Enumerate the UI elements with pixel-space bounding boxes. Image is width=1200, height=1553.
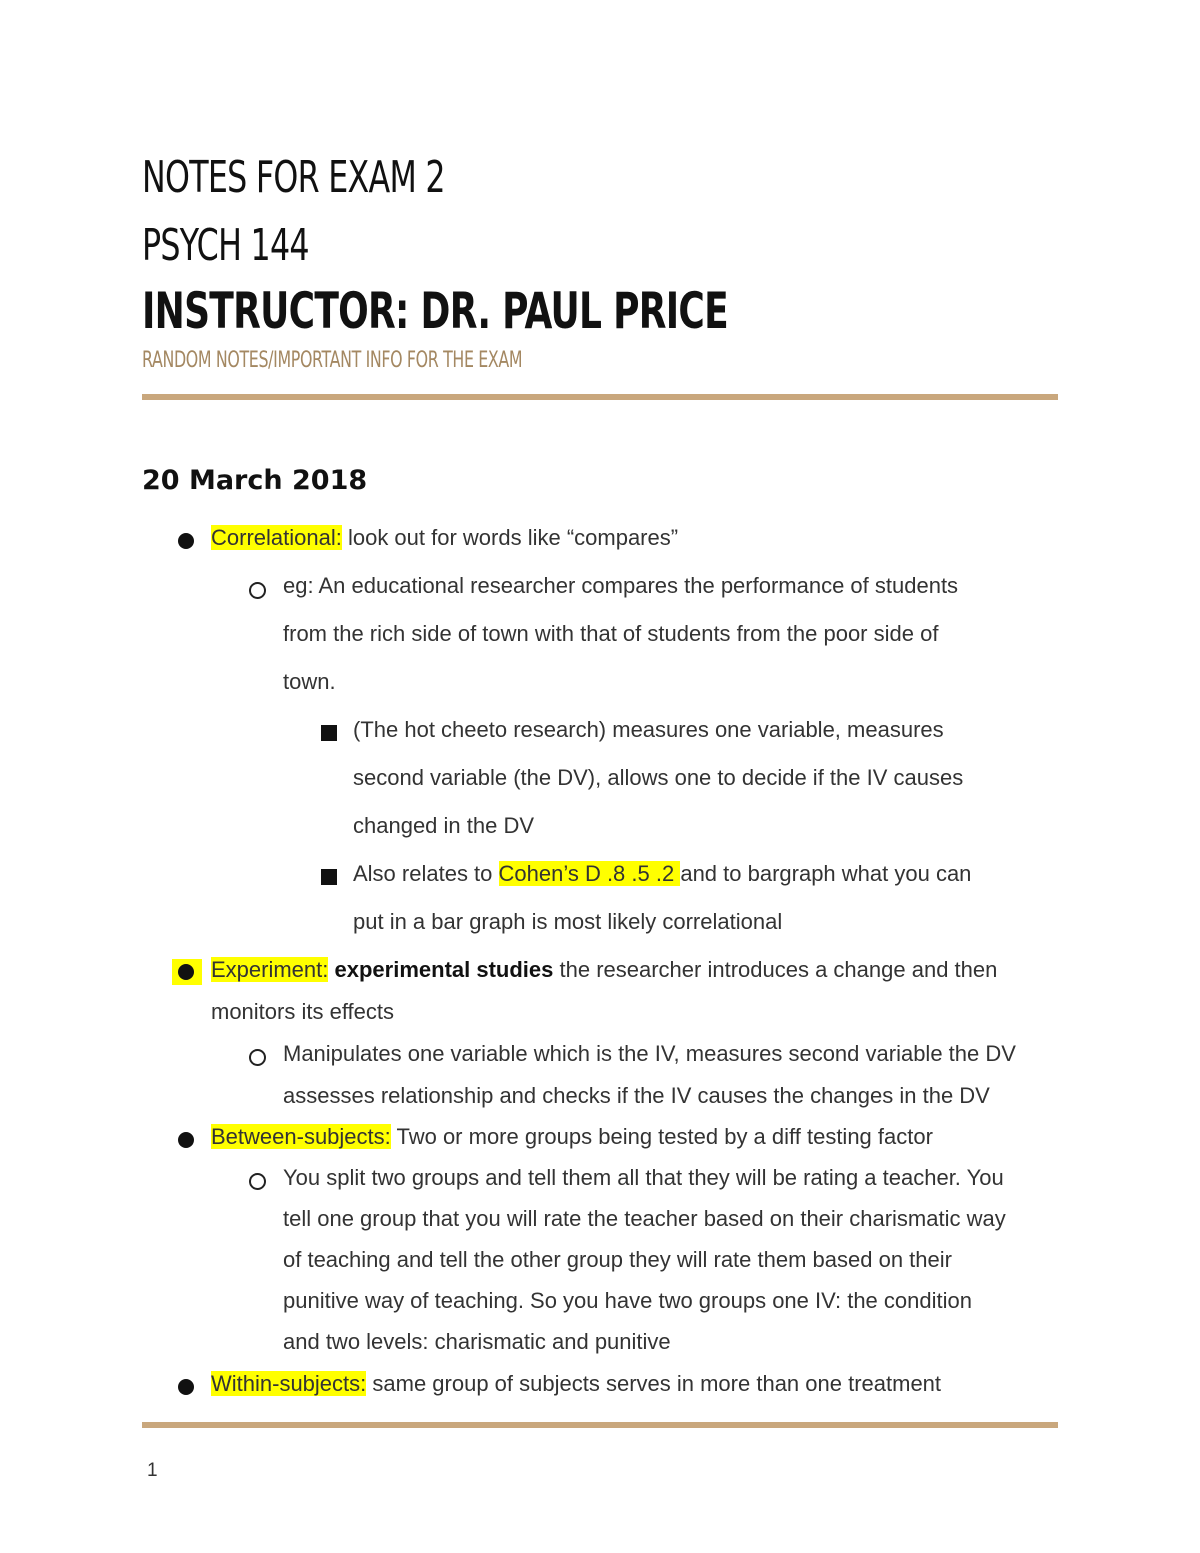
term-between-subjects: Between-subjects: <box>211 1124 391 1149</box>
list-item-within-subjects <box>211 1371 941 1397</box>
cohens-d-highlight: Cohen’s D .8 .5 .2 <box>498 861 681 886</box>
title-line-2: PSYCH 144 <box>142 220 309 271</box>
date-heading: 20 March 2018 <box>142 465 368 496</box>
sub2-line-1 <box>353 861 971 887</box>
experimental-studies-bold: experimental studies <box>334 957 554 982</box>
bullet-disc-icon <box>178 1132 194 1148</box>
between-sub-line-2: tell one group that you will rate the teacher based on their charismatic way <box>283 1206 1006 1231</box>
sub2-post: and to bargraph what you can <box>680 861 972 886</box>
bullet-disc-icon <box>178 964 194 980</box>
example-line-2: from the rich side of town with that of students from the poor side of <box>283 621 939 646</box>
sub2-pre: Also relates to <box>353 861 499 886</box>
experiment-text: the researcher introduces a change and then <box>553 957 998 982</box>
sub1-line-1: (The hot cheeto research) measures one variable, measures <box>353 717 944 742</box>
sub1-line-3: changed in the DV <box>353 813 535 838</box>
sub1-line-2: second variable (the DV), allows one to decide if the IV causes <box>353 765 964 790</box>
experiment-line-2: monitors its effects <box>211 999 394 1024</box>
term-experiment: Experiment: <box>211 957 329 982</box>
between-text: Two or more groups being tested by a diff testing factor <box>390 1124 933 1149</box>
bullet-circle-icon <box>249 582 266 599</box>
bullet-square-icon <box>321 725 337 741</box>
bullet-square-icon <box>321 869 337 885</box>
title-line-3: INSTRUCTOR: DR. PAUL PRICE <box>142 282 729 340</box>
between-sub-line-5: and two levels: charismatic and punitive <box>283 1329 671 1354</box>
title-line-1: NOTES FOR EXAM 2 <box>142 152 445 203</box>
bullet-disc-icon <box>178 1379 194 1395</box>
top-divider <box>142 394 1058 400</box>
bottom-divider <box>142 1422 1058 1428</box>
list-item-between-subjects <box>211 1124 933 1150</box>
between-sub-line-4: punitive way of teaching. So you have two groups one IV: the condition <box>283 1288 972 1313</box>
list-item-correlational <box>211 525 678 551</box>
bullet-circle-icon <box>249 1173 266 1190</box>
correlational-text: look out for words like “compares” <box>341 525 679 550</box>
experiment-sub-line-2: assesses relationship and checks if the IV causes the changes in the DV <box>283 1083 990 1108</box>
term-correlational: Correlational: <box>211 525 342 550</box>
between-sub-line-1: You split two groups and tell them all that they will be rating a teacher. You <box>283 1165 1004 1190</box>
bullet-disc-icon <box>178 533 194 549</box>
sub2-line-2: put in a bar graph is most likely correlational <box>353 909 783 934</box>
within-text: same group of subjects serves in more than one treatment <box>366 1371 942 1396</box>
example-line-1: eg: An educational researcher compares the performance of students <box>283 573 959 598</box>
subtitle: RANDOM NOTES/IMPORTANT INFO FOR THE EXAM <box>142 348 523 373</box>
list-item-experiment <box>211 957 997 983</box>
bullet-circle-icon <box>249 1049 266 1066</box>
experiment-sub-line-1: Manipulates one variable which is the IV, measures second variable the DV <box>283 1041 1016 1066</box>
between-sub-line-3: of teaching and tell the other group they will rate them based on their <box>283 1247 952 1272</box>
term-within-subjects: Within-subjects: <box>211 1371 367 1396</box>
page-number: 1 <box>147 1460 158 1481</box>
example-line-3: town. <box>283 669 336 694</box>
